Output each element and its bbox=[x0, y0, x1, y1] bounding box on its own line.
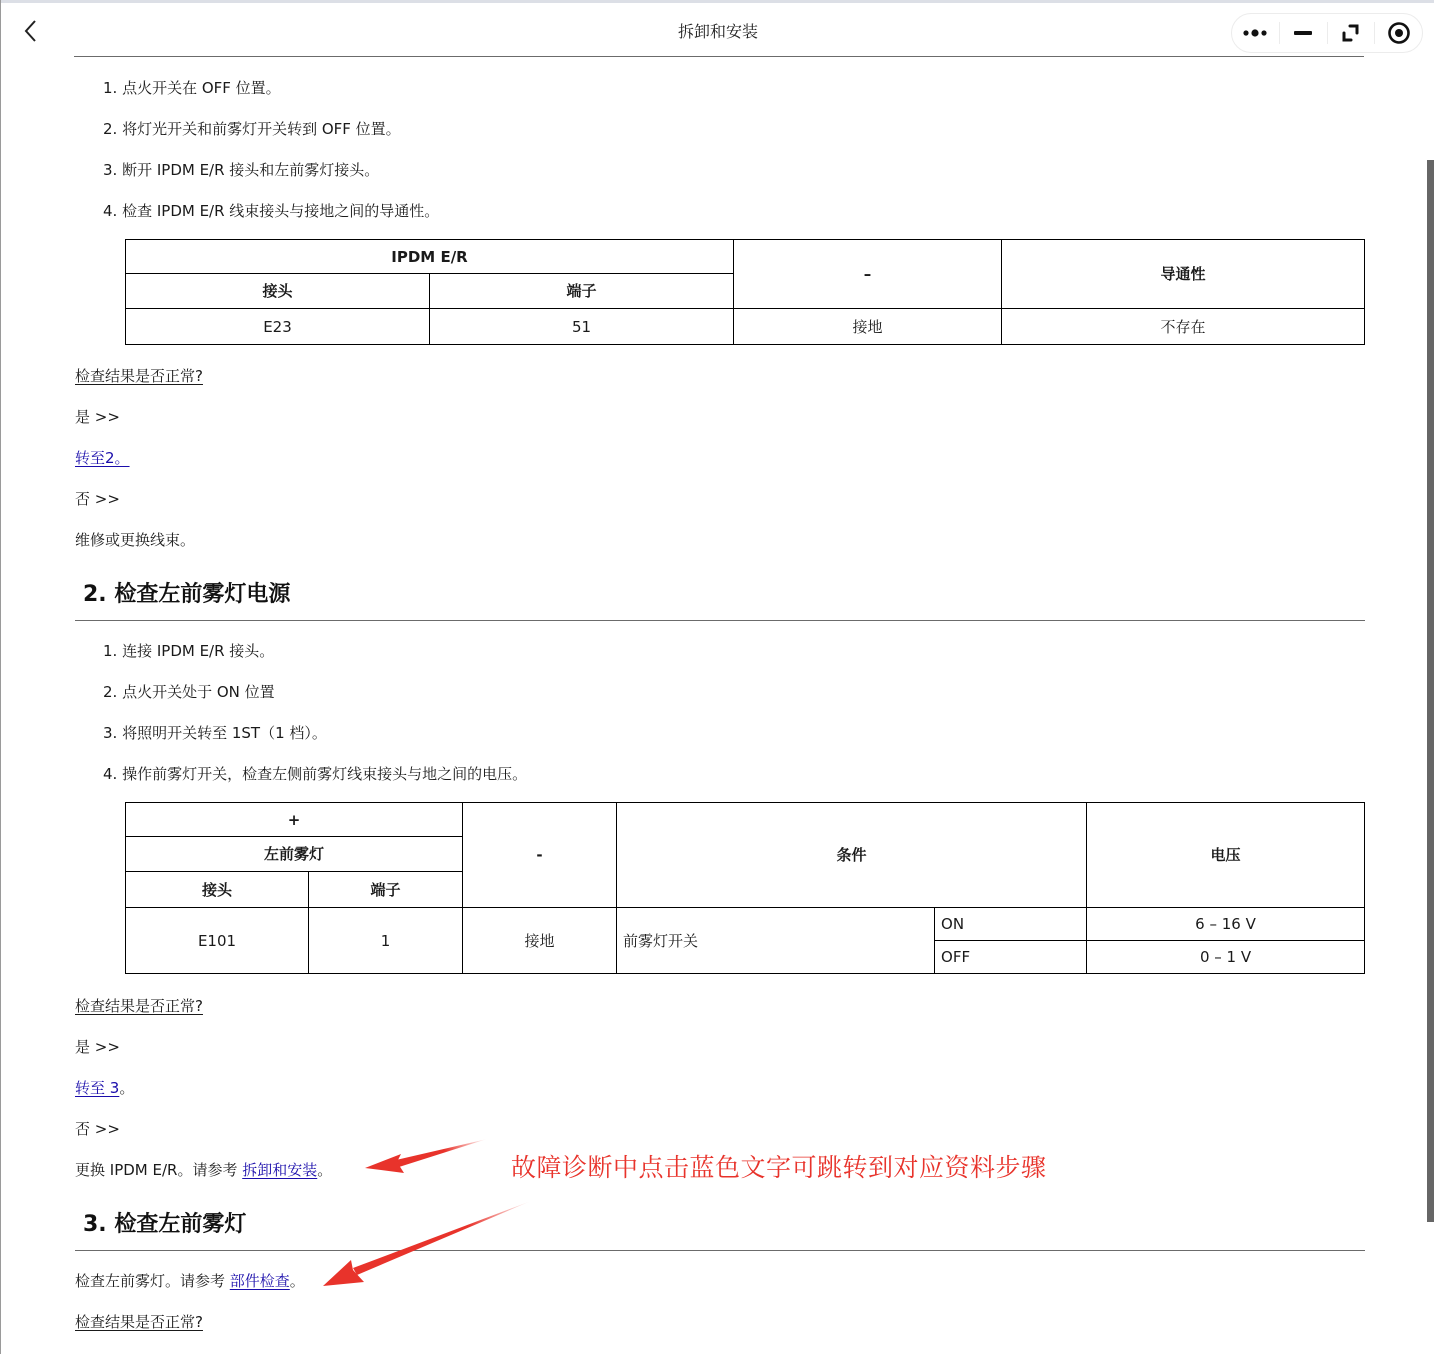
minimize-button[interactable] bbox=[1280, 13, 1327, 53]
component-inspection-link[interactable]: 部件检查 bbox=[229, 1272, 290, 1290]
step1-item-4: 4. 检查 IPDM E/R 线束接头与接地之间的导通性。 bbox=[103, 202, 440, 220]
no-label: 否 >> bbox=[75, 490, 120, 508]
restore-window-icon bbox=[1341, 23, 1361, 43]
cell-voltage-off: 0 – 1 V bbox=[1087, 941, 1365, 974]
section-heading-step2: 2. 检查左前雾灯电源 bbox=[83, 582, 291, 607]
table-header-voltage: 电压 bbox=[1087, 803, 1365, 908]
no-action-text: 更换 IPDM E/R。请参考 bbox=[75, 1161, 243, 1179]
no-action-text: 维修或更换线束。 bbox=[75, 531, 196, 549]
window-controls-capsule bbox=[1231, 13, 1423, 53]
no-action bbox=[75, 1160, 332, 1180]
minimize-icon bbox=[1293, 30, 1313, 36]
yes-label: 是 >> bbox=[75, 1038, 120, 1056]
table-header-continuity: 导通性 bbox=[1002, 240, 1365, 309]
table-header-terminal: 端子 bbox=[309, 872, 463, 908]
step2-item-4: 4. 操作前雾灯开关，检查左侧前雾灯线束接头与地之间的电压。 bbox=[103, 765, 528, 783]
close-button[interactable] bbox=[1375, 13, 1422, 53]
no-label: 否 >> bbox=[75, 1120, 120, 1138]
continuity-table bbox=[125, 239, 1365, 345]
goto-step2-link[interactable]: 转至2。 bbox=[75, 449, 130, 467]
cell-condition: 前雾灯开关 bbox=[617, 908, 935, 974]
cell-terminal: 1 bbox=[309, 908, 463, 974]
table-header-connector: 接头 bbox=[126, 274, 430, 309]
section-heading-step3: 3. 检查左前雾灯 bbox=[83, 1212, 247, 1237]
more-dots-icon bbox=[1242, 28, 1268, 38]
cell-minus: 接地 bbox=[734, 309, 1002, 345]
more-button[interactable] bbox=[1232, 13, 1279, 53]
table-header-connector: 接头 bbox=[126, 872, 309, 908]
voltage-table bbox=[125, 802, 1365, 974]
title-bar bbox=[1, 3, 1434, 57]
table-header-terminal: 端子 bbox=[430, 274, 734, 309]
table-header-ipdm: IPDM E/R bbox=[126, 240, 734, 274]
step1-item-3: 3. 断开 IPDM E/R 接头和左前雾灯接头。 bbox=[103, 161, 380, 179]
table-header-left-fog-lamp: 左前雾灯 bbox=[126, 837, 463, 872]
cell-minus: 接地 bbox=[463, 908, 617, 974]
step2-item-3: 3. 将照明开关转至 1ST（1 档）。 bbox=[103, 724, 327, 742]
scrollbar-thumb[interactable] bbox=[1427, 160, 1434, 1222]
cell-connector: E101 bbox=[126, 908, 309, 974]
result-question: 检查结果是否正常? bbox=[75, 1313, 203, 1331]
annotation-text: 故障诊断中点击蓝色文字可跳转到对应资料步骤 bbox=[511, 1153, 1047, 1182]
header-divider bbox=[74, 56, 1364, 57]
punctuation: 。 bbox=[317, 1161, 333, 1179]
section-divider bbox=[75, 620, 1365, 621]
punctuation: 。 bbox=[119, 1079, 135, 1097]
step1-item-1: 1. 点火开关在 OFF 位置。 bbox=[103, 79, 281, 97]
table-header-plus: + bbox=[126, 803, 463, 837]
restore-button[interactable] bbox=[1328, 13, 1375, 53]
cell-connector: E23 bbox=[126, 309, 430, 345]
punctuation: 。 bbox=[289, 1272, 305, 1290]
cell-state-off: OFF bbox=[935, 941, 1087, 974]
step2-item-1: 1. 连接 IPDM E/R 接头。 bbox=[103, 642, 275, 660]
step3-text-prefix: 检查左前雾灯。请参考 bbox=[75, 1272, 230, 1290]
step3-text bbox=[75, 1271, 305, 1291]
cell-terminal: 51 bbox=[430, 309, 734, 345]
cell-continuity: 不存在 bbox=[1002, 309, 1365, 345]
record-circle-icon bbox=[1387, 21, 1411, 45]
yes-label: 是 >> bbox=[75, 408, 120, 426]
step2-item-2: 2. 点火开关处于 ON 位置 bbox=[103, 683, 275, 701]
section-divider bbox=[75, 1250, 1365, 1251]
result-question: 检查结果是否正常? bbox=[75, 367, 203, 385]
removal-installation-link[interactable]: 拆卸和安装 bbox=[242, 1161, 318, 1179]
cell-voltage-on: 6 – 16 V bbox=[1087, 908, 1365, 941]
table-header-condition: 条件 bbox=[617, 803, 1087, 908]
table-header-minus: - bbox=[463, 803, 617, 908]
yes-action bbox=[75, 1078, 134, 1098]
cell-state-on: ON bbox=[935, 908, 1087, 941]
table-row bbox=[126, 908, 1365, 941]
table-row bbox=[126, 309, 1365, 345]
result-question: 检查结果是否正常? bbox=[75, 997, 203, 1015]
page-title: 拆卸和安装 bbox=[677, 22, 758, 41]
step1-item-2: 2. 将灯光开关和前雾灯开关转到 OFF 位置。 bbox=[103, 120, 401, 138]
goto-step3-link[interactable]: 转至 3 bbox=[75, 1079, 120, 1097]
table-header-minus: – bbox=[734, 240, 1002, 309]
